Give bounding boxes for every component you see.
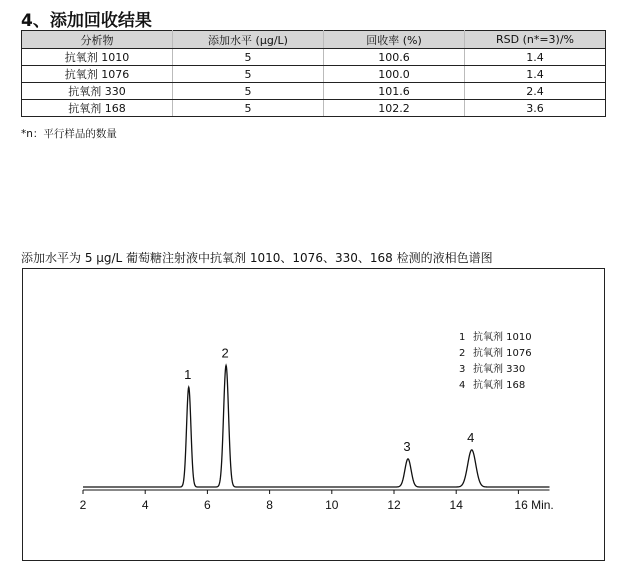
x-tick-label: 6 (204, 498, 211, 512)
peak-label: 3 (403, 438, 411, 454)
x-tick-label: 4 (141, 498, 149, 512)
cell-analyte: 抗氧剂 1076 (22, 66, 173, 83)
cell-rsd: 1.4 (465, 66, 606, 83)
x-tick-label: 12 (387, 498, 401, 512)
chart-title: 添加水平为 5 μg/L 葡萄糖注射液中抗氧剂 1010、1076、330、168 检测的液相色谱图 (21, 251, 493, 265)
table-row (22, 66, 606, 83)
header-spike-level: 添加水平 (μg/L) (173, 31, 324, 49)
cell-recovery: 102.2 (324, 100, 465, 117)
cell-recovery: 101.6 (324, 83, 465, 100)
peak-label: 2 (221, 345, 229, 361)
chromatogram-chart (22, 268, 605, 561)
cell-spike-level: 5 (173, 49, 324, 66)
x-tick-label: 16 Min. (514, 498, 554, 512)
peak-label: 4 (467, 429, 475, 445)
legend-number: 1 (459, 332, 466, 343)
x-tick-label: 8 (266, 498, 273, 512)
legend-number: 4 (459, 380, 466, 391)
x-tick-label: 14 (449, 498, 463, 512)
cell-analyte: 抗氧剂 330 (22, 83, 173, 100)
cell-rsd: 3.6 (465, 100, 606, 117)
legend-number: 2 (459, 348, 466, 359)
table-row (22, 100, 606, 117)
cell-rsd: 2.4 (465, 83, 606, 100)
cell-analyte: 抗氧剂 168 (22, 100, 173, 117)
x-tick-label: 2 (79, 498, 87, 512)
cell-recovery: 100.6 (324, 49, 465, 66)
peak-label: 1 (184, 367, 192, 383)
header-analyte: 分析物 (22, 31, 173, 49)
cell-rsd: 1.4 (465, 49, 606, 66)
header-rsd: RSD (n*=3)/% (465, 31, 606, 49)
section-title: 4、添加回收结果 (21, 11, 152, 31)
x-ticks (80, 490, 554, 512)
cell-recovery: 100.0 (324, 66, 465, 83)
cell-spike-level: 5 (173, 66, 324, 83)
cell-analyte: 抗氧剂 1010 (22, 49, 173, 66)
legend-entry: 抗氧剂 1076 (473, 348, 532, 359)
header-recovery: 回收率 (%) (324, 31, 465, 49)
table-row (22, 49, 606, 66)
legend-entry: 抗氧剂 168 (473, 380, 526, 391)
legend-entry: 抗氧剂 330 (473, 364, 526, 375)
cell-spike-level: 5 (173, 83, 324, 100)
legend-number: 3 (459, 364, 466, 375)
table-footnote: *n：平行样品的数量 (21, 128, 117, 140)
legend-entry: 抗氧剂 1010 (473, 332, 532, 343)
table-row (22, 83, 606, 100)
x-tick-label: 10 (325, 498, 339, 512)
table-header-row (22, 31, 606, 49)
cell-spike-level: 5 (173, 100, 324, 117)
legend (459, 330, 532, 391)
recovery-table (21, 30, 606, 117)
